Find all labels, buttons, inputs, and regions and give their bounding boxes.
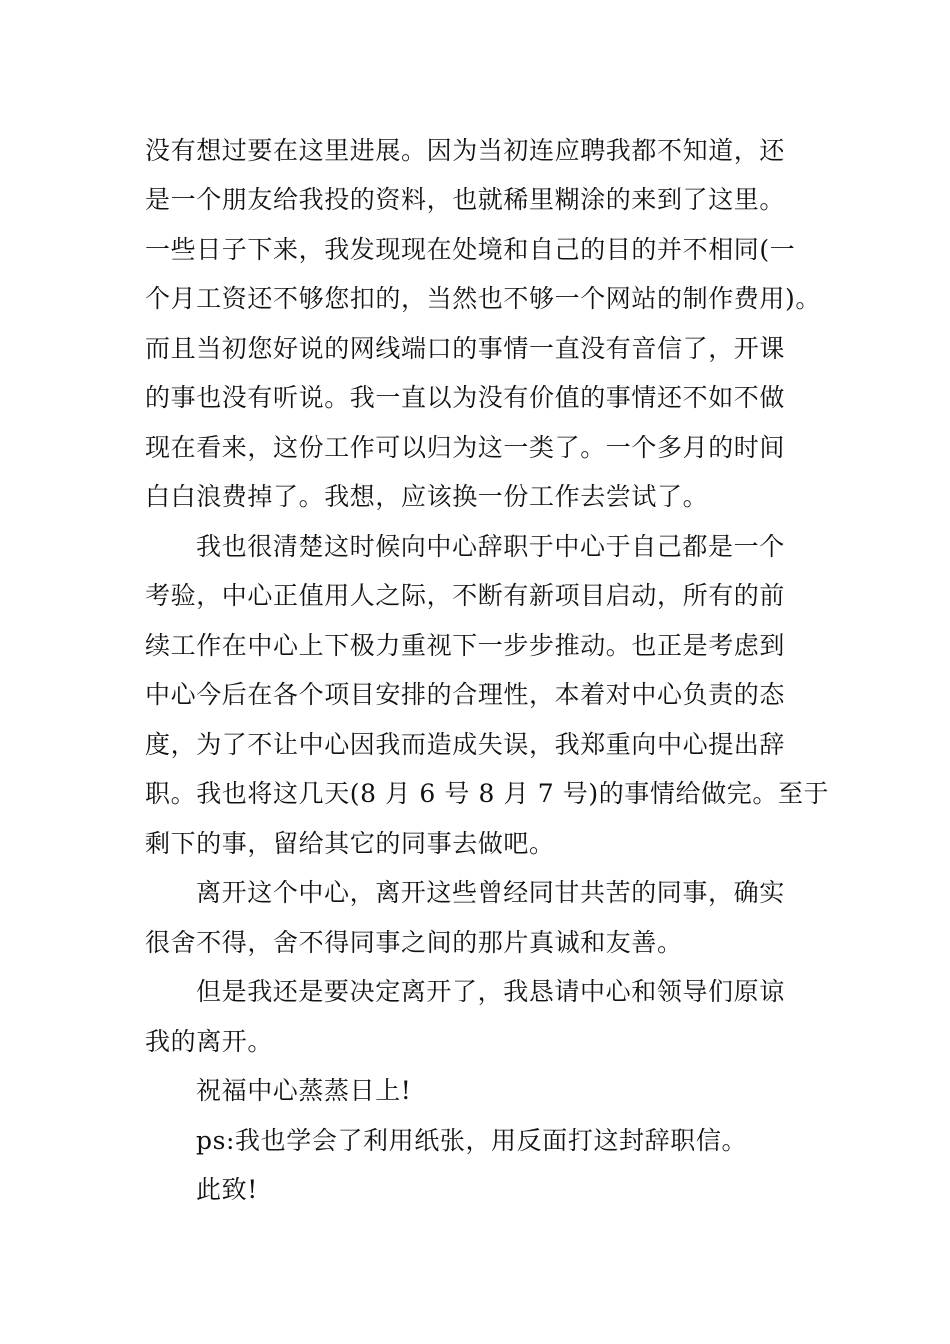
text-line: 现在看来，这份工作可以归为这一类了。一个多月的时间 [145, 433, 786, 462]
text-line: 没有想过要在这里进展。因为当初连应聘我都不知道，还 [145, 136, 786, 165]
text-line: 度，为了不让中心因我而造成失误，我郑重向中心提出辞 [145, 730, 786, 759]
text-line: 白白浪费掉了。我想，应该换一份工作去尝试了。 [145, 482, 709, 511]
text-line: 而且当初您好说的网线端口的事情一直没有音信了，开课 [145, 334, 786, 363]
text-line: 续工作在中心上下极力重视下一步步推动。也正是考虑到 [145, 631, 786, 660]
text-line: 一些日子下来，我发现现在处境和自己的目的并不相同(一 [145, 235, 796, 264]
text-line: 的事也没有听说。我一直以为没有价值的事情还不如不做 [145, 383, 786, 412]
text-line: 我的离开。 [145, 1027, 274, 1056]
text-line: 很舍不得，舍不得同事之间的那片真诚和友善。 [145, 928, 683, 957]
closing-wish: 祝福中心蒸蒸日上! [196, 1076, 412, 1105]
paragraph-first-line: 离开这个中心，离开这些曾经同甘共苦的同事，确实 [196, 878, 785, 907]
text-line: 中心今后在各个项目安排的合理性，本着对中心负责的态 [145, 680, 786, 709]
text-line: 职。我也将这几天(8 月 6 号 8 月 7 号)的事情给做完。至于 [145, 779, 830, 808]
paragraph-first-line: 我也很清楚这时候向中心辞职于中心于自己都是一个 [196, 532, 785, 561]
postscript: ps:我也学会了利用纸张，用反面打这封辞职信。 [196, 1126, 748, 1155]
salutation-closing: 此致! [196, 1175, 258, 1204]
text-line: 是一个朋友给我投的资料，也就稀里糊涂的来到了这里。 [145, 185, 786, 214]
text-line: 考验，中心正值用人之际，不断有新项目启动，所有的前 [145, 581, 786, 610]
text-line: 剩下的事，留给其它的同事去做吧。 [145, 829, 555, 858]
paragraph-first-line: 但是我还是要决定离开了，我恳请中心和领导们原谅 [196, 977, 785, 1006]
text-line: 个月工资还不够您扣的，当然也不够一个网站的制作费用)。 [145, 284, 821, 313]
